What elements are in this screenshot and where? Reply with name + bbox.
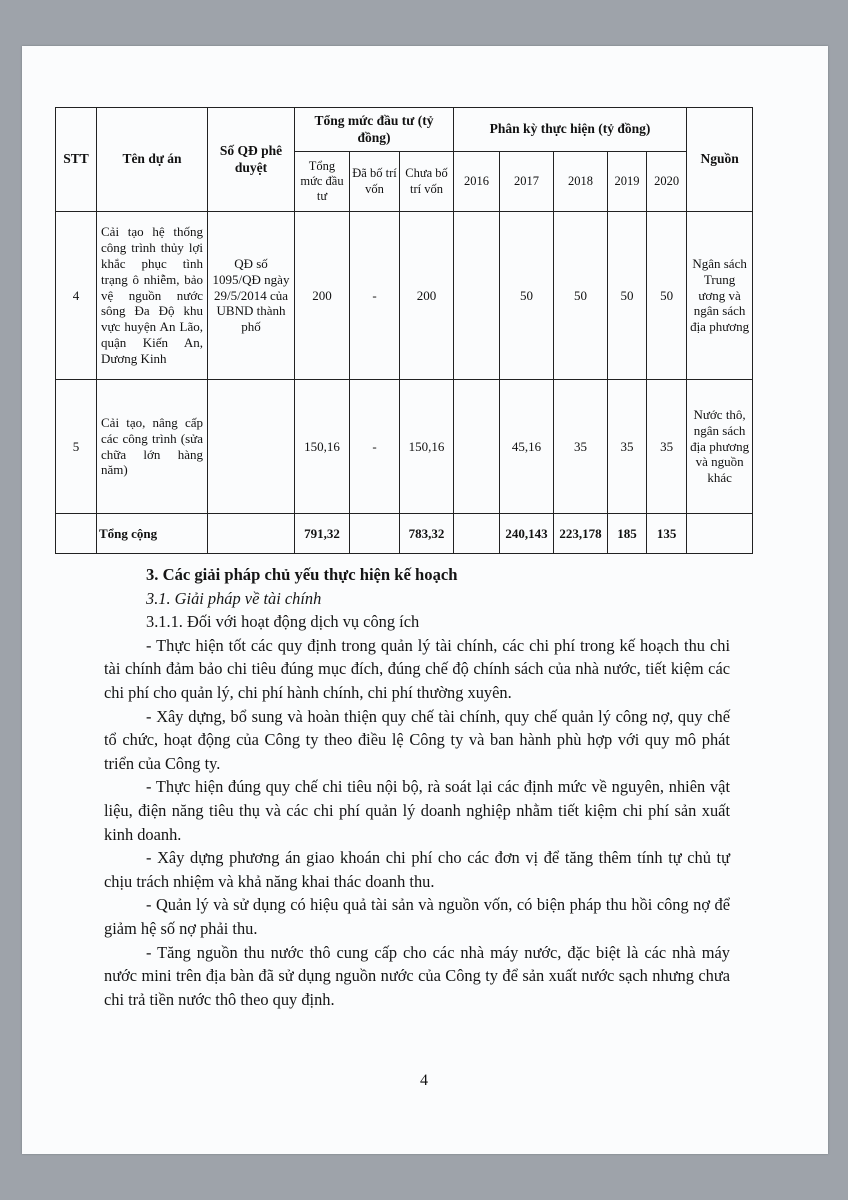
header-allocated: Đã bố trí vốn (350, 152, 400, 212)
paragraph: - Thực hiện đúng quy chế chi tiêu nội bộ, rà soát lại các định mức về nguyên, nhiên vật liệu, điện năng tiêu thụ và các chi phí quản lý doanh nghiệp nhằm tiết kiệm chi phí sản xuất kinh doanh. (104, 777, 730, 844)
row-year-2020: 50 (647, 212, 687, 380)
page-number: 4 (420, 1072, 428, 1089)
row-year-2016 (454, 212, 500, 380)
row-year-2016 (454, 380, 500, 514)
header-stt: STT (56, 108, 97, 212)
total-investment: 791,32 (295, 514, 350, 554)
row-year-2017: 50 (500, 212, 554, 380)
row-year-2019: 35 (608, 380, 647, 514)
paragraph: - Xây dựng phương án giao khoán chi phí cho các đơn vị để tăng thêm tính tự chủ tự chịu trách nhiệm và khả năng khai thác doanh thu. (104, 848, 730, 891)
header-phase-group: Phân kỳ thực hiện (tỷ đồng) (454, 108, 687, 152)
row-year-2019: 50 (608, 212, 647, 380)
header-total-investment: Tổng mức đầu tư (295, 152, 350, 212)
row-decision (208, 380, 295, 514)
total-label: Tổng cộng (97, 514, 208, 554)
row-unallocated: 200 (400, 212, 454, 380)
header-unallocated: Chưa bố trí vốn (400, 152, 454, 212)
row-source: Ngân sách Trung ương và ngân sách địa phương (687, 212, 753, 380)
row-unallocated: 150,16 (400, 380, 454, 514)
row-project-name: Cải tạo hệ thống công trình thủy lợi khắc phục tình trạng ô nhiễm, bảo vệ nguồn nước sông Đa Độ khu vực huyện An Lão, quận Kiến An, Dương Kinh (97, 212, 208, 380)
total-allocated (350, 514, 400, 554)
row-stt: 5 (56, 380, 97, 514)
total-unallocated: 783,32 (400, 514, 454, 554)
total-year-2016 (454, 514, 500, 554)
header-project-name: Tên dự án (97, 108, 208, 212)
total-decision (208, 514, 295, 554)
total-year-2018: 223,178 (554, 514, 608, 554)
header-decision: Số QĐ phê duyệt (208, 108, 295, 212)
row-year-2018: 35 (554, 380, 608, 514)
total-stt (56, 514, 97, 554)
total-year-2019: 185 (608, 514, 647, 554)
row-stt: 4 (56, 212, 97, 380)
header-source: Nguồn (687, 108, 753, 212)
paragraph: - Thực hiện tốt các quy định trong quản lý tài chính, các chi phí trong kế hoạch thu chi tài chính đảm bảo chi tiêu đúng mục đích, đúng chế độ chính sách của nhà nước, tiết kiệm các chi phí cho quản lý, chi phí hành chính, chi phí thường xuyên. (104, 635, 730, 702)
header-year-2016: 2016 (454, 152, 500, 212)
header-year-2017: 2017 (500, 152, 554, 212)
paragraph: - Xây dựng, bổ sung và hoàn thiện quy chế tài chính, quy chế quản lý công nợ, quy chế tổ chức, hoạt động của Công ty theo điều lệ Công ty và ban hành phù hợp với quy mô phát triển của Công ty. (104, 706, 730, 773)
subsection-title: 3.1.1. Đối với hoạt động dịch vụ công ích (146, 612, 420, 632)
section-heading: 3. Các giải pháp chủ yếu thực hiện kế hoạch (146, 565, 458, 584)
table-row (56, 212, 753, 380)
header-year-2020: 2020 (647, 152, 687, 212)
row-project-name: Cải tạo, nâng cấp các công trình (sửa chữa lớn hàng năm) (97, 380, 208, 514)
row-total: 200 (295, 212, 350, 380)
row-year-2020: 35 (647, 380, 687, 514)
total-year-2017: 240,143 (500, 514, 554, 554)
table-total-row (56, 514, 753, 554)
paragraph: - Tăng nguồn thu nước thô cung cấp cho các nhà máy nước, đặc biệt là các nhà máy nước mini trên địa bàn đã sử dụng nguồn nước của Công ty để sản xuất nước sạch nhưng chưa chi trả tiền nước thô theo quy định. (104, 942, 730, 1009)
row-source: Nước thô, ngân sách địa phương và nguồn khác (687, 380, 753, 514)
investment-table (55, 107, 753, 554)
body-text (104, 563, 730, 1011)
table-row (56, 380, 753, 514)
row-decision: QĐ số 1095/QĐ ngày 29/5/2014 của UBND thành phố (208, 212, 295, 380)
total-year-2020: 135 (647, 514, 687, 554)
section-subheading: 3.1. Giải pháp về tài chính (146, 588, 322, 608)
row-year-2018: 50 (554, 212, 608, 380)
header-year-2018: 2018 (554, 152, 608, 212)
header-total-investment-group: Tổng mức đầu tư (tỷ đồng) (295, 108, 454, 152)
header-year-2019: 2019 (608, 152, 647, 212)
row-year-2017: 45,16 (500, 380, 554, 514)
paragraph: - Quản lý và sử dụng có hiệu quả tài sản và nguồn vốn, có biện pháp thu hồi công nợ để giảm hệ số nợ phải thu. (104, 895, 730, 938)
row-total: 150,16 (295, 380, 350, 514)
row-allocated: - (350, 212, 400, 380)
row-allocated: - (350, 380, 400, 514)
total-source (687, 514, 753, 554)
